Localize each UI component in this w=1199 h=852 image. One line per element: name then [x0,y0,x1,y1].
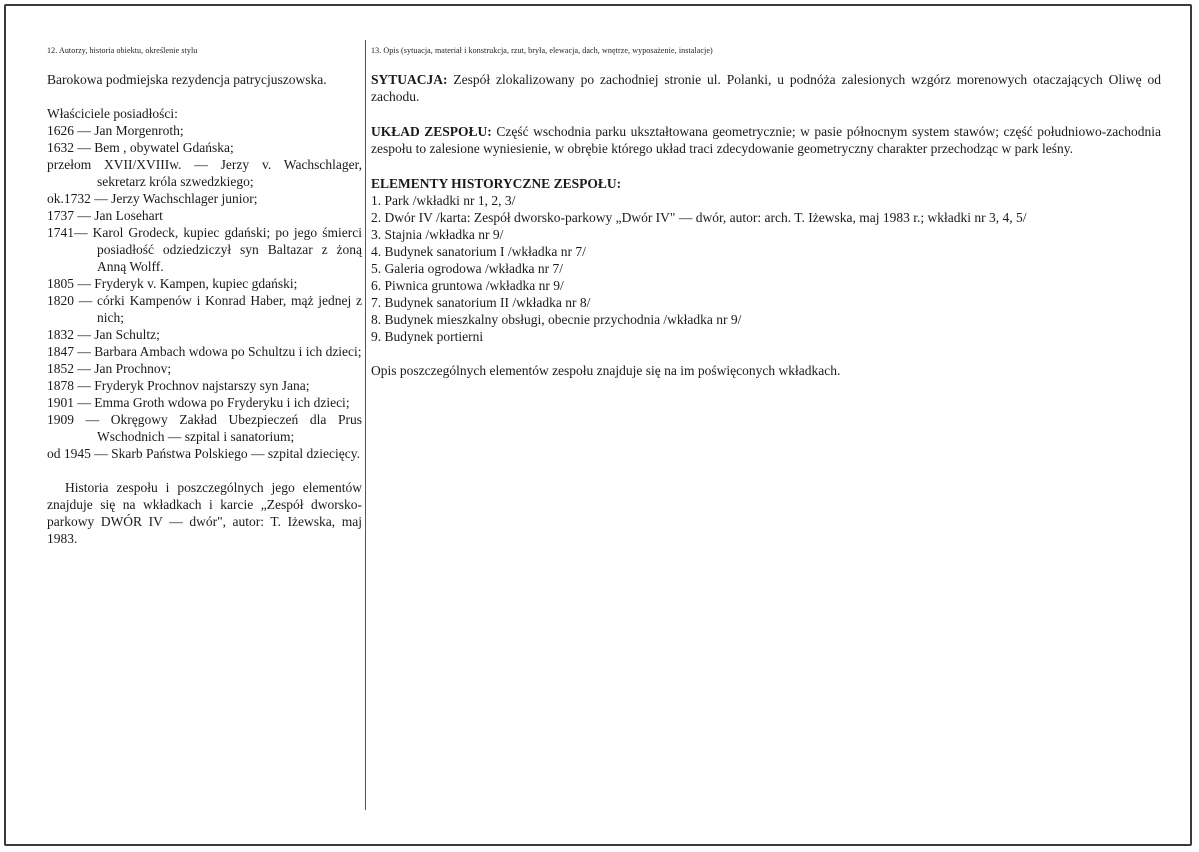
list-item: 8. Budynek mieszkalny obsługi, obecnie przychodnia /wkładka nr 9/ [371,312,742,327]
section-12-heading: 12. Autorzy, historia obiektu, określenie stylu [47,46,198,55]
owner-entry: 1878 — Fryderyk Prochnov najstarszy syn Jana; [47,378,310,393]
owner-entry: 1805 — Fryderyk v. Kampen, kupiec gdański; [47,276,298,291]
elements-title: ELEMENTY HISTORYCZNE ZESPOŁU: [371,176,622,191]
owner-entry: 1737 — Jan Losehart [47,208,163,223]
owner-entry: 1909 — Okręgowy Zakład Ubezpieczeń dla Prus Wschodnich — szpital i sanatorium; [47,412,362,444]
list-item: 6. Piwnica gruntowa /wkładka nr 9/ [371,278,564,293]
owner-entry: od 1945 — Skarb Państwa Polskiego — szpital dziecięcy. [47,446,360,461]
owner-entry: 1852 — Jan Prochnov; [47,361,172,376]
left-column [47,46,362,547]
owner-entry: 1820 — córki Kampenów i Konrad Haber, mąż jednej z nich; [47,293,362,325]
owner-entry: przełom XVII/XVIIIw. — Jerzy v. Wachschlager, sekretarz króla szwedzkiego; [47,157,362,189]
section-13-heading: 13. Opis (sytuacja, materiał i konstrukcja, rzut, bryła, elewacja, dach, wnętrze, wyposażenie, instalacje) [371,46,713,55]
style-description: Barokowa podmiejska rezydencja patrycjuszowska. [47,72,327,87]
situation-paragraph [371,71,1161,105]
layout-paragraph [371,123,1161,157]
owner-entry: 1741— Karol Grodeck, kupiec gdański; po jego śmierci posiadłość odziedziczył syn Baltazar z żoną Anną Wolff. [47,225,362,274]
layout-text: Część wschodnia parku ukształtowana geometrycznie; w pasie północnym system stawów; część południowo-zachodnia zespołu to zalesione wyniesienie, w obrębie którego układ traci zdecydowanie geometryczny charakter przechodząc w park leśny. [371,124,1161,156]
list-item: 1. Park /wkładki nr 1, 2, 3/ [371,193,516,208]
list-item: 7. Budynek sanatorium II /wkładka nr 8/ [371,295,591,310]
list-item: 5. Galeria ogrodowa /wkładka nr 7/ [371,261,563,276]
owner-entry: 1847 — Barbara Ambach wdowa po Schultzu i ich dzieci; [47,344,362,359]
owners-list [47,122,362,462]
owner-entry: ok.1732 — Jerzy Wachschlager junior; [47,191,258,206]
owners-title: Właściciele posiadłości: [47,106,178,121]
list-item: 2. Dwór IV /karta: Zespół dworsko-parkowy „Dwór IV" — dwór, autor: arch. T. Iżewska, maj 1983 r.; wkładki nr 3, 4, 5/ [371,210,1027,225]
column-divider [365,40,366,810]
situation-label: SYTUACJA: [371,72,448,87]
list-item: 4. Budynek sanatorium I /wkładka nr 7/ [371,244,586,259]
elements-list [371,192,1161,345]
closing-note: Opis poszczególnych elementów zespołu znajduje się na im poświęconych wkładkach. [371,363,841,378]
list-item: 9. Budynek portierni [371,329,484,344]
owner-entry: 1901 — Emma Groth wdowa po Fryderyku i ich dzieci; [47,395,350,410]
layout-label: UKŁAD ZESPOŁU: [371,124,492,139]
right-column [371,46,1161,379]
owner-entry: 1632 — Bem , obywatel Gdańska; [47,140,234,155]
situation-text: Zespół zlokalizowany po zachodniej stronie ul. Polanki, u podnóża zalesionych wzgórz morenowych otaczających Oliwę od zachodu. [371,72,1161,104]
owner-entry: 1832 — Jan Schultz; [47,327,160,342]
history-note: Historia zespołu i poszczególnych jego elementów znajduje się na wkładkach i karcie „Zespół dworsko-parkowy DWÓR IV — dwór", autor: T. Iżewska, maj 1983. [47,480,362,546]
owner-entry: 1626 — Jan Morgenroth; [47,123,184,138]
list-item: 3. Stajnia /wkładka nr 9/ [371,227,504,242]
